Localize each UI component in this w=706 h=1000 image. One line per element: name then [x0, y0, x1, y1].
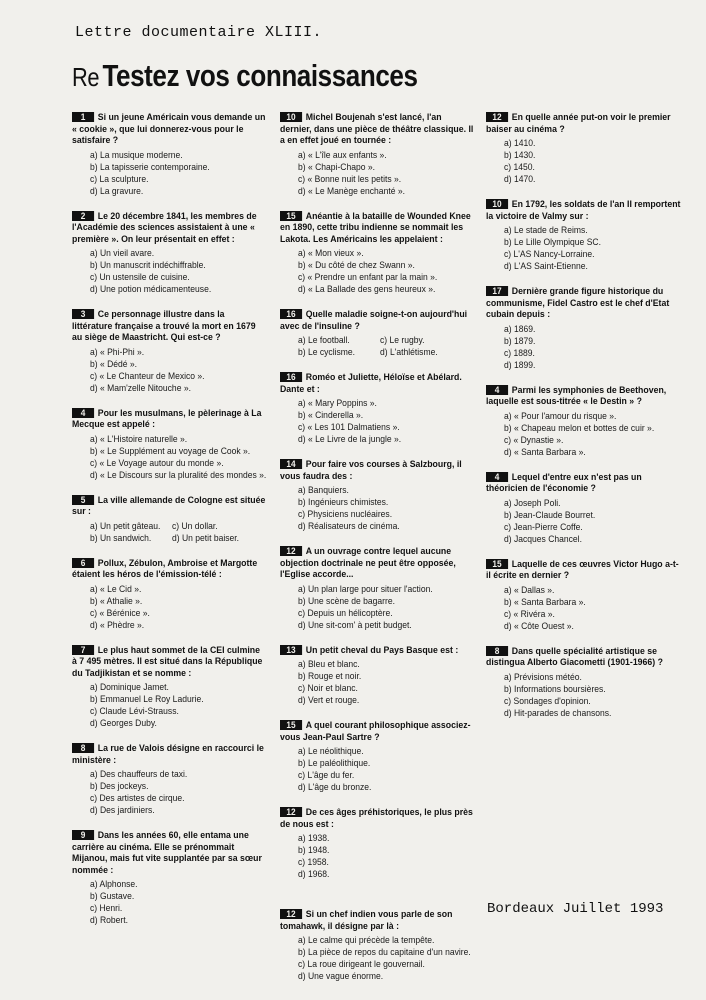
answer-option: c) La roue dirigeant le gouvernail.	[298, 959, 425, 970]
question-label: A un ouvrage contre lequel aucune objection doctrinale ne peut être opposée, l'Eglise accorde...	[280, 546, 456, 580]
question-label: La rue de Valois désigne en raccourci le ministère :	[72, 743, 264, 766]
answer-options	[298, 150, 475, 198]
answer-option: a) Un plan large pour situer l'action.	[298, 583, 433, 595]
question-text	[72, 558, 267, 581]
answer-option: a) Joseph Poli.	[504, 497, 561, 509]
answer-options	[504, 585, 686, 633]
answer-option: d) « Côte Ouest ».	[504, 620, 574, 632]
answer-option: a) Le calme qui précède la tempête.	[298, 935, 435, 946]
answer-option: c) 1450.	[504, 162, 535, 173]
page-title	[72, 58, 418, 94]
question-label: Laquelle de ces œuvres Victor Hugo a-t-il écrite en dernier ?	[486, 558, 679, 581]
question-block	[72, 495, 267, 545]
question-number-badge: 16	[280, 372, 302, 382]
answer-option: a) « Phi-Phi ».	[90, 346, 145, 358]
answer-options	[504, 225, 686, 273]
answer-options	[90, 150, 267, 198]
answer-option: a) « L'île aux enfants ».	[298, 149, 387, 161]
title-text: Testez vos connaissances	[102, 58, 418, 93]
answer-option: a) « Dallas ».	[504, 584, 555, 596]
footer-place-date: Bordeaux Juillet 1993	[487, 901, 664, 917]
answer-option: d) 1968.	[298, 869, 330, 880]
question-text	[72, 408, 267, 431]
answer-option: b) « Santa Barbara ».	[504, 596, 586, 608]
question-text	[72, 495, 267, 518]
answer-option: a) « Le Cid ».	[90, 583, 142, 595]
question-number-badge: 8	[486, 646, 508, 656]
answer-option: c) Jean-Pierre Coffe.	[504, 521, 583, 533]
question-block	[280, 645, 475, 708]
question-text	[72, 830, 267, 876]
question-block	[486, 385, 686, 459]
column-3	[486, 112, 686, 733]
answer-options	[90, 347, 267, 395]
answer-option: b) « Du côté de chez Swann ».	[298, 260, 415, 271]
answer-option: c) Henri.	[90, 903, 123, 914]
question-block	[280, 807, 475, 881]
answer-option: b) Des jockeys.	[90, 781, 149, 792]
answer-options	[90, 521, 267, 545]
answer-option: d) Réalisateurs de cinéma.	[298, 521, 400, 532]
title-prefix: Re	[72, 62, 100, 92]
question-text	[280, 372, 475, 395]
question-text	[280, 645, 475, 657]
question-block	[280, 372, 475, 446]
question-block	[280, 909, 475, 983]
question-text	[280, 211, 475, 246]
answer-option: a) Un petit gâteau.	[90, 520, 161, 532]
answer-option: b) Le cyclisme.	[298, 347, 356, 358]
answer-option: c) « Prendre un enfant par la main ».	[298, 272, 438, 283]
answer-option: d) « Le Manège enchanté ».	[298, 185, 405, 197]
question-text	[486, 286, 681, 321]
question-number-badge: 12	[486, 112, 508, 122]
answer-option: b) « Chapi-Chapo ».	[298, 161, 376, 173]
question-number-badge: 10	[280, 112, 302, 122]
answer-option: a) Le néolithique.	[298, 746, 364, 757]
answer-option: b) Le Lille Olympique SC.	[504, 237, 601, 248]
answer-option: a) Banquiers.	[298, 485, 349, 496]
column-2	[280, 112, 475, 996]
question-block	[72, 645, 267, 731]
question-text	[486, 385, 681, 408]
answer-option: c) 1958.	[298, 857, 329, 868]
answer-option: a) Des chauffeurs de taxi.	[90, 769, 188, 780]
answer-option: c) « Les 101 Dalmatiens ».	[298, 422, 400, 433]
answer-option: c) L'âge du fer.	[298, 770, 355, 781]
answer-options	[504, 324, 686, 372]
answer-option: b) « Athalie ».	[90, 595, 143, 607]
answer-option: c) « Bérénice ».	[90, 607, 150, 619]
question-text	[72, 211, 267, 246]
answer-option: a) « Mon vieux ».	[298, 248, 364, 259]
answer-option: c) « Le Voyage autour du monde ».	[90, 457, 224, 469]
question-number-badge: 12	[280, 546, 302, 556]
answer-option: a) 1410.	[504, 138, 536, 149]
answer-options	[298, 248, 475, 296]
answer-option: a) Le football.	[298, 335, 350, 346]
answer-option: b) Gustave.	[90, 891, 135, 902]
answer-option: a) 1938.	[298, 833, 330, 844]
question-number-badge: 12	[280, 807, 302, 817]
question-text	[280, 459, 475, 482]
question-text	[486, 199, 681, 222]
answer-option: b) Ingénieurs chimistes.	[298, 497, 389, 508]
question-text	[486, 472, 681, 495]
answer-option: d) Une sit-com' à petit budget.	[298, 619, 412, 631]
answer-option: b) 1879.	[504, 335, 536, 347]
question-text	[72, 645, 267, 680]
answer-options	[504, 672, 686, 720]
question-number-badge: 15	[280, 211, 302, 221]
question-number-badge: 4	[486, 385, 508, 395]
question-text	[486, 559, 681, 582]
answer-option: a) La musique moderne.	[90, 149, 183, 161]
question-label: Dernière grande figure historique du communisme, Fidel Castro est le chef d'Etat cubain depuis :	[486, 286, 670, 320]
answer-option: c) L'AS Nancy-Lorraine.	[504, 249, 595, 260]
answer-option: c) « Le Chanteur de Mexico ».	[90, 370, 205, 382]
answer-option: d) Un petit baiser.	[172, 532, 240, 544]
question-block	[280, 112, 475, 198]
answer-option: c) Sondages d'opinion.	[504, 695, 591, 707]
answer-option: a) « Mary Poppins ».	[298, 398, 377, 409]
answer-option: d) « Mam'zelle Nitouche ».	[90, 382, 191, 394]
answer-option: d) « La Ballade des gens heureux ».	[298, 284, 436, 295]
answer-options	[90, 769, 267, 817]
question-block	[280, 720, 475, 794]
answer-option: c) 1889.	[504, 347, 535, 359]
question-label: Si un chef indien vous parle de son tomahawk, il désigne par là :	[280, 909, 453, 932]
answer-option: b) Rouge et noir.	[298, 671, 362, 682]
answer-option: d) Robert.	[90, 915, 129, 926]
answer-option: d) Une potion médicamenteuse.	[90, 284, 212, 295]
question-number-badge: 14	[280, 459, 302, 469]
answer-options	[298, 335, 475, 359]
question-label: La ville allemande de Cologne est située sur :	[72, 494, 266, 517]
question-label: Pollux, Zébulon, Ambroise et Margotte étaient les héros de l'émission-télé :	[72, 557, 258, 580]
answer-option: b) « Cinderella ».	[298, 410, 364, 421]
question-block	[486, 472, 686, 546]
document-header: Lettre documentaire XLIII.	[75, 24, 323, 41]
question-number-badge: 6	[72, 558, 94, 568]
answer-options	[298, 935, 475, 983]
answer-option: a) « L'Histoire naturelle ».	[90, 433, 188, 445]
question-text	[486, 646, 681, 669]
question-number-badge: 13	[280, 645, 302, 655]
answer-option: d) 1899.	[504, 359, 536, 371]
answer-option: d) « Phèdre ».	[90, 619, 145, 631]
question-block	[486, 112, 686, 186]
answer-option: b) 1430.	[504, 150, 536, 161]
answer-options	[90, 584, 267, 632]
answer-option: d) Georges Duby.	[90, 718, 157, 729]
answer-options	[298, 398, 475, 446]
question-label: Le plus haut sommet de la CEI culmine à 7 495 mètres. Il est situé dans la République du Tadjikistan et se nomme :	[72, 644, 263, 679]
answer-option: c) Claude Lévi-Strauss.	[90, 706, 179, 717]
question-label: Pour faire vos courses à Salzbourg, il vous faudra des :	[280, 459, 462, 482]
answer-options	[298, 659, 475, 707]
question-label: En 1792, les soldats de l'an II remportent la victoire de Valmy sur :	[486, 199, 681, 222]
question-block	[72, 558, 267, 632]
question-block	[486, 286, 686, 372]
question-block	[72, 408, 267, 482]
answer-option: d) L'AS Saint-Etienne.	[504, 261, 588, 272]
answer-option: d) Une vague énorme.	[298, 971, 384, 982]
question-label: A quel courant philosophique associez-vous Jean-Paul Sartre ?	[280, 720, 471, 743]
answer-option: d) Vert et rouge.	[298, 695, 360, 706]
question-block	[280, 546, 475, 632]
question-label: Si un jeune Américain vous demande un « cookie », que lui donnerez-vous pour le satisfaire ?	[72, 112, 266, 146]
answer-option: b) Un manuscrit indéchiffrable.	[90, 260, 206, 271]
answer-option: d) « Le Livre de la jungle ».	[298, 434, 402, 445]
answer-option: a) Alphonse.	[90, 879, 138, 890]
answer-option: b) Emmanuel Le Roy Ladurie.	[90, 694, 204, 705]
question-label: Anéantie à la bataille de Wounded Knee en 1890, cette tribu indienne se nommait les Lakota. Les Américains les appelaient :	[280, 210, 471, 245]
answer-option: c) Depuis un hélicoptère.	[298, 607, 393, 619]
answer-option: d) « Le Discours sur la pluralité des mondes ».	[90, 469, 267, 481]
answer-option: a) Un vieil avare.	[90, 248, 155, 259]
question-label: Dans les années 60, elle entama une carrière au cinéma. Elle se prénommait Mijanou, mais fut vite supplantée par sa sœur nommée :	[72, 830, 262, 876]
answer-option: b) Informations boursières.	[504, 683, 606, 695]
question-label: Lequel d'entre eux n'est pas un théoricien de l'économie ?	[486, 471, 642, 494]
answer-options	[298, 833, 475, 881]
question-text	[72, 743, 267, 766]
answer-option: b) « Chapeau melon et bottes de cuir ».	[504, 422, 655, 434]
question-label: Pour les musulmans, le pèlerinage à La Mecque est appelé :	[72, 407, 262, 430]
question-number-badge: 15	[486, 559, 508, 569]
answer-option: d) La gravure.	[90, 185, 144, 197]
answer-option: c) Des artistes de cirque.	[90, 793, 185, 804]
answer-option: c) Un ustensile de cuisine.	[90, 272, 190, 283]
answer-option: b) « Dédé ».	[90, 358, 138, 370]
question-label: Dans quelle spécialité artistique se distingua Alberto Giacometti (1901-1966) ?	[486, 645, 663, 668]
answer-option: c) « Dynastie ».	[504, 434, 564, 446]
question-text	[280, 546, 475, 581]
question-text	[280, 309, 475, 332]
answer-option: a) 1869.	[504, 323, 536, 335]
answer-option: b) Un sandwich.	[90, 532, 152, 544]
question-label: En quelle année put-on voir le premier baiser au cinéma ?	[486, 112, 671, 135]
answer-options	[504, 411, 686, 459]
answer-options	[90, 248, 267, 296]
question-number-badge: 4	[486, 472, 508, 482]
answer-option: c) « Bonne nuit les petits ».	[298, 173, 402, 185]
answer-option: b) 1948.	[298, 845, 330, 856]
answer-option: d) L'âge du bronze.	[298, 782, 372, 793]
question-label: Roméo et Juliette, Héloïse et Abélard. Dante et :	[280, 372, 462, 395]
answer-option: c) Noir et blanc.	[298, 683, 358, 694]
question-label: Michel Boujenah s'est lancé, l'an dernier, dans une pièce de théâtre classique. Il a en effet joué en tournée :	[280, 112, 474, 146]
answer-options	[90, 879, 267, 927]
answer-options	[504, 138, 686, 186]
question-number-badge: 9	[72, 830, 94, 840]
question-number-badge: 4	[72, 408, 94, 418]
answer-option: b) La pièce de repos du capitaine d'un navire.	[298, 947, 471, 958]
question-block	[72, 211, 267, 297]
question-number-badge: 16	[280, 309, 302, 319]
question-number-badge: 15	[280, 720, 302, 730]
answer-options	[298, 485, 475, 533]
question-number-badge: 7	[72, 645, 94, 655]
answer-option: d) 1470.	[504, 174, 536, 185]
answer-option: b) La tapisserie contemporaine.	[90, 161, 210, 173]
question-text	[486, 112, 681, 135]
answer-option: b) Jean-Claude Bourret.	[504, 509, 596, 521]
question-block	[72, 112, 267, 198]
question-block	[486, 559, 686, 633]
answer-option: a) Dominique Jamet.	[90, 682, 169, 693]
question-text	[280, 720, 475, 743]
question-label: De ces âges préhistoriques, le plus près de nous est :	[280, 807, 473, 830]
question-block	[280, 211, 475, 297]
answer-options	[298, 584, 475, 632]
answer-option: b) Le paléolithique.	[298, 758, 371, 769]
question-number-badge: 12	[280, 909, 302, 919]
answer-options	[298, 746, 475, 794]
answer-option: b) « Le Supplément au voyage de Cook ».	[90, 445, 251, 457]
answer-option: c) La sculpture.	[90, 173, 149, 185]
question-block	[280, 459, 475, 533]
answer-option: c) Le rugby.	[380, 335, 425, 346]
question-text	[280, 909, 475, 932]
question-block	[72, 830, 267, 927]
question-block	[280, 309, 475, 359]
answer-option: a) Bleu et blanc.	[298, 659, 360, 670]
question-label: Ce personnage illustre dans la littérature française a trouvé la mort en 1679 au siège de Maastricht. Qui est-ce ?	[72, 309, 256, 343]
question-block	[72, 309, 267, 395]
question-block	[486, 646, 686, 720]
question-label: Quelle maladie soigne-t-on aujourd'hui avec de l'insuline ?	[280, 309, 468, 332]
question-number-badge: 10	[486, 199, 508, 209]
question-number-badge: 5	[72, 495, 94, 505]
answer-options	[90, 682, 267, 730]
column-1	[72, 112, 267, 940]
question-number-badge: 1	[72, 112, 94, 122]
question-number-badge: 8	[72, 743, 94, 753]
answer-option: b) Une scène de bagarre.	[298, 595, 395, 607]
answer-option: c) « Rivéra ».	[504, 608, 555, 620]
question-text	[280, 112, 475, 147]
answer-option: d) Des jardiniers.	[90, 805, 155, 816]
question-label: Un petit cheval du Pays Basque est :	[305, 644, 459, 656]
question-text	[72, 309, 267, 344]
answer-options	[90, 434, 267, 482]
answer-option: d) « Santa Barbara ».	[504, 446, 586, 458]
question-label: Parmi les symphonies de Beethoven, laquelle est sous-titrée « le Destin » ?	[486, 384, 667, 407]
answer-option: a) « Pour l'amour du risque ».	[504, 410, 617, 422]
question-label: Le 20 décembre 1841, les membres de l'Académie des sciences assistaient à une « première ». On leur présentait en effet :	[72, 210, 257, 245]
answer-options	[504, 498, 686, 546]
question-number-badge: 17	[486, 286, 508, 296]
question-number-badge: 3	[72, 309, 94, 319]
answer-option: d) Jacques Chancel.	[504, 533, 582, 545]
question-block	[486, 199, 686, 273]
question-number-badge: 2	[72, 211, 94, 221]
answer-option: c) Un dollar.	[172, 520, 218, 532]
answer-option: d) L'athlétisme.	[380, 347, 438, 358]
answer-option: a) Le stade de Reims.	[504, 225, 588, 236]
question-text	[72, 112, 267, 147]
answer-option: d) Hit-parades de chansons.	[504, 707, 612, 719]
question-text	[280, 807, 475, 830]
answer-option: a) Prévisions météo.	[504, 671, 582, 683]
question-block	[72, 743, 267, 817]
answer-option: c) Physiciens nucléaires.	[298, 509, 393, 520]
